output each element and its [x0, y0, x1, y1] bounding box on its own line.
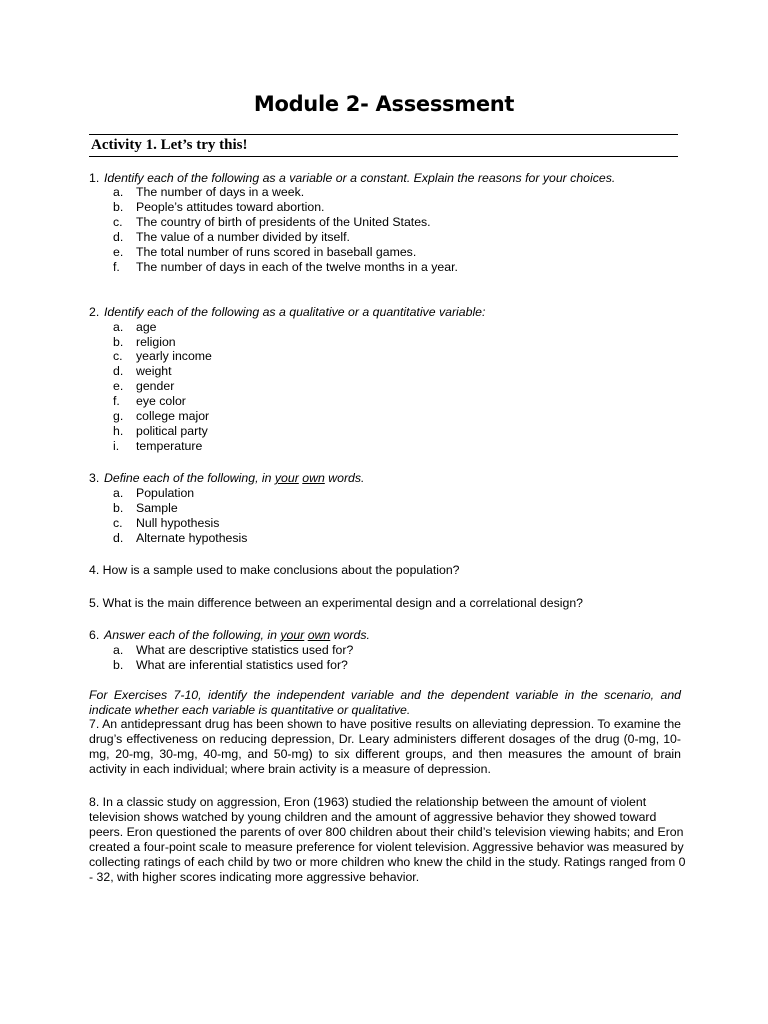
q7-paragraph: 7. An antidepressant drug has been shown to have positive results on alleviating depression. To examine the drug’s effectiveness on reducing depression, Dr. Leary administers different dosages of the drug (0-mg, 10-mg, 20-mg, 30-mg, 40-mg, and 50-mg) to six different groups, and then measures the amount of brain activity in each individual; where brain activity is a measure of depression. — [89, 717, 681, 776]
q3-number: 3. — [89, 471, 100, 485]
q3-prompt-start: Define each of the following, in — [104, 471, 275, 485]
q3-item: Population — [136, 486, 195, 500]
q6-item: What are descriptive statistics used for? — [136, 643, 354, 657]
q3-prompt-own: own — [302, 471, 325, 485]
q2-item: weight — [136, 364, 172, 378]
q1-item-marker: e. — [113, 245, 124, 259]
q2-item-marker: b. — [113, 335, 124, 349]
q1-item: The country of birth of presidents of the United States. — [136, 215, 431, 229]
q2-item-marker: h. — [113, 424, 124, 438]
q1-item-marker: d. — [113, 230, 124, 244]
q6-prompt-end: words. — [330, 628, 370, 642]
q2-item: political party — [136, 424, 208, 438]
q3-item: Alternate hypothesis — [136, 531, 248, 545]
q1-item: The number of days in each of the twelve months in a year. — [136, 260, 458, 274]
q2-prompt-text: Identify each of the following as a qualitative or a quantitative variable: — [104, 305, 486, 319]
q6-number: 6. — [89, 628, 100, 642]
q4-text: 4. How is a sample used to make conclusions about the population? — [89, 563, 460, 577]
rule-bottom — [89, 156, 678, 157]
q3-item: Sample — [136, 501, 178, 515]
q1-item-marker: c. — [113, 215, 123, 229]
page-title: Module 2- Assessment — [253, 92, 515, 116]
q2-item: temperature — [136, 439, 203, 453]
q1-item-marker: b. — [113, 200, 124, 214]
q2-number: 2. — [89, 305, 100, 319]
q3-item-marker: d. — [113, 531, 124, 545]
q2-item-marker: d. — [113, 364, 124, 378]
q6-prompt-your: your — [280, 628, 305, 642]
q1-item-marker: f. — [113, 260, 120, 274]
q6-item-marker: b. — [113, 658, 124, 672]
q3-item: Null hypothesis — [136, 516, 220, 530]
instructions-paragraph — [89, 688, 681, 718]
q2-item: age — [136, 320, 157, 334]
instructions-text: For Exercises 7-10, identify the independent variable and the dependent variable in the scenario, and indicate whether each variable is quantitative or qualitative. — [89, 688, 681, 717]
q2-prompt — [104, 305, 485, 320]
q8-paragraph: 8. In a classic study on aggression, Eron (1963) studied the relationship between the amount of violent television shows watched by young children and the amount of aggressive behavior they showed toward peers. Eron questioned the parents of over 800 children about their child’s television viewing habits; and Eron created a four-point scale to measure preference for violent television. Aggressive behavior was measured by collecting ratings of each child by two or more children who knew the child in the study. Ratings ranged from 0 - 32, with higher scores indicating more aggressive behavior. — [89, 795, 686, 884]
q2-item-marker: a. — [113, 320, 124, 334]
q1-prompt — [104, 171, 615, 186]
q5-text: 5. What is the main difference between an experimental design and a correlational design? — [89, 596, 584, 610]
q3-item-marker: b. — [113, 501, 124, 515]
rule-top — [89, 134, 678, 135]
q3-item-marker: c. — [113, 516, 123, 530]
q2-item: religion — [136, 335, 176, 349]
activity-heading: Activity 1. Let’s try this! — [91, 137, 248, 153]
q1-item: The total number of runs scored in baseball games. — [136, 245, 417, 259]
q6-prompt-own: own — [307, 628, 331, 642]
q2-item: yearly income — [136, 349, 212, 363]
q1-item: The number of days in a week. — [136, 185, 305, 199]
q2-item: college major — [136, 409, 210, 423]
q2-item-marker: f. — [113, 394, 120, 408]
q1-number: 1. — [89, 171, 100, 185]
q2-item-marker: c. — [113, 349, 123, 363]
q3-prompt-your: your — [274, 471, 299, 485]
q2-item-marker: i. — [113, 439, 120, 453]
q1-item: The value of a number divided by itself. — [136, 230, 350, 244]
q2-item: eye color — [136, 394, 186, 408]
q6-item-marker: a. — [113, 643, 124, 657]
q3-item-marker: a. — [113, 486, 124, 500]
q2-item-marker: g. — [113, 409, 124, 423]
q2-item: gender — [136, 379, 175, 393]
q3-prompt — [104, 471, 364, 486]
q6-prompt — [104, 628, 370, 643]
q6-item: What are inferential statistics used for? — [136, 658, 348, 672]
q1-prompt-text: Identify each of the following as a variable or a constant. Explain the reasons for your choices. — [104, 171, 616, 185]
q6-prompt-start: Answer each of the following, in — [104, 628, 281, 642]
q3-prompt-end: words. — [324, 471, 365, 485]
q1-item: People’s attitudes toward abortion. — [136, 200, 325, 214]
q1-item-marker: a. — [113, 185, 124, 199]
q2-item-marker: e. — [113, 379, 124, 393]
